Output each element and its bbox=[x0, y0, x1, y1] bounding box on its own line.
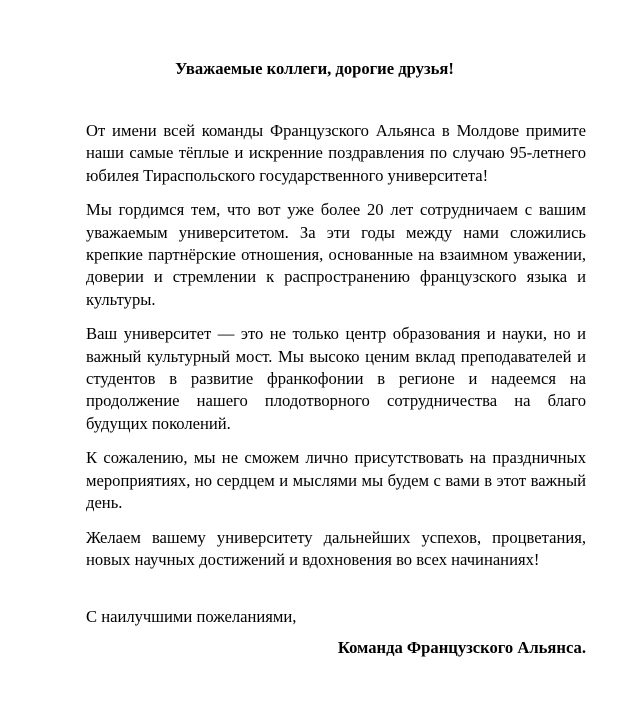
paragraph-cooperation: Мы гордимся тем, что вот уже более 20 лет сотрудничаем с вашим уважаемым университетом. За эти годы между нами сложились крепкие партнёрские отношения, основанные на взаимном уважении, доверии и стремлении к распространению французского языка и культуры. bbox=[86, 200, 586, 309]
paragraph-regret: К сожалению, мы не сможем лично присутствовать на праздничных мероприятиях, но сердцем и мыслями мы будем с вами в этот важный день. bbox=[86, 448, 586, 513]
letter-title: Уважаемые коллеги, дорогие друзья! bbox=[175, 59, 454, 78]
paragraph-congratulations: От имени всей команды Французского Альянса в Молдове примите наши самые тёплые и искренние поздравления по случаю 95-летнего юбилея Тираспольского государственного университета! bbox=[86, 121, 586, 185]
paragraph-wishes: Желаем вашему университету дальнейших успехов, процветания, новых научных достижений и вдохновения во всех начинаниях! bbox=[86, 527, 586, 569]
letter-body bbox=[86, 120, 586, 571]
letter-signature: Команда Французского Альянса. bbox=[337, 638, 586, 657]
paragraph-cultural-bridge: Ваш университет — это не только центр образования и науки, но и важный культурный мост. Мы высоко ценим вклад преподавателей и студентов в развитие франкофонии в регионе и надеемся на продолжение нашего плодотворного сотрудничества на благо будущих поколений. bbox=[86, 324, 586, 433]
letter-closing: С наилучшими пожеланиями, bbox=[86, 607, 297, 626]
